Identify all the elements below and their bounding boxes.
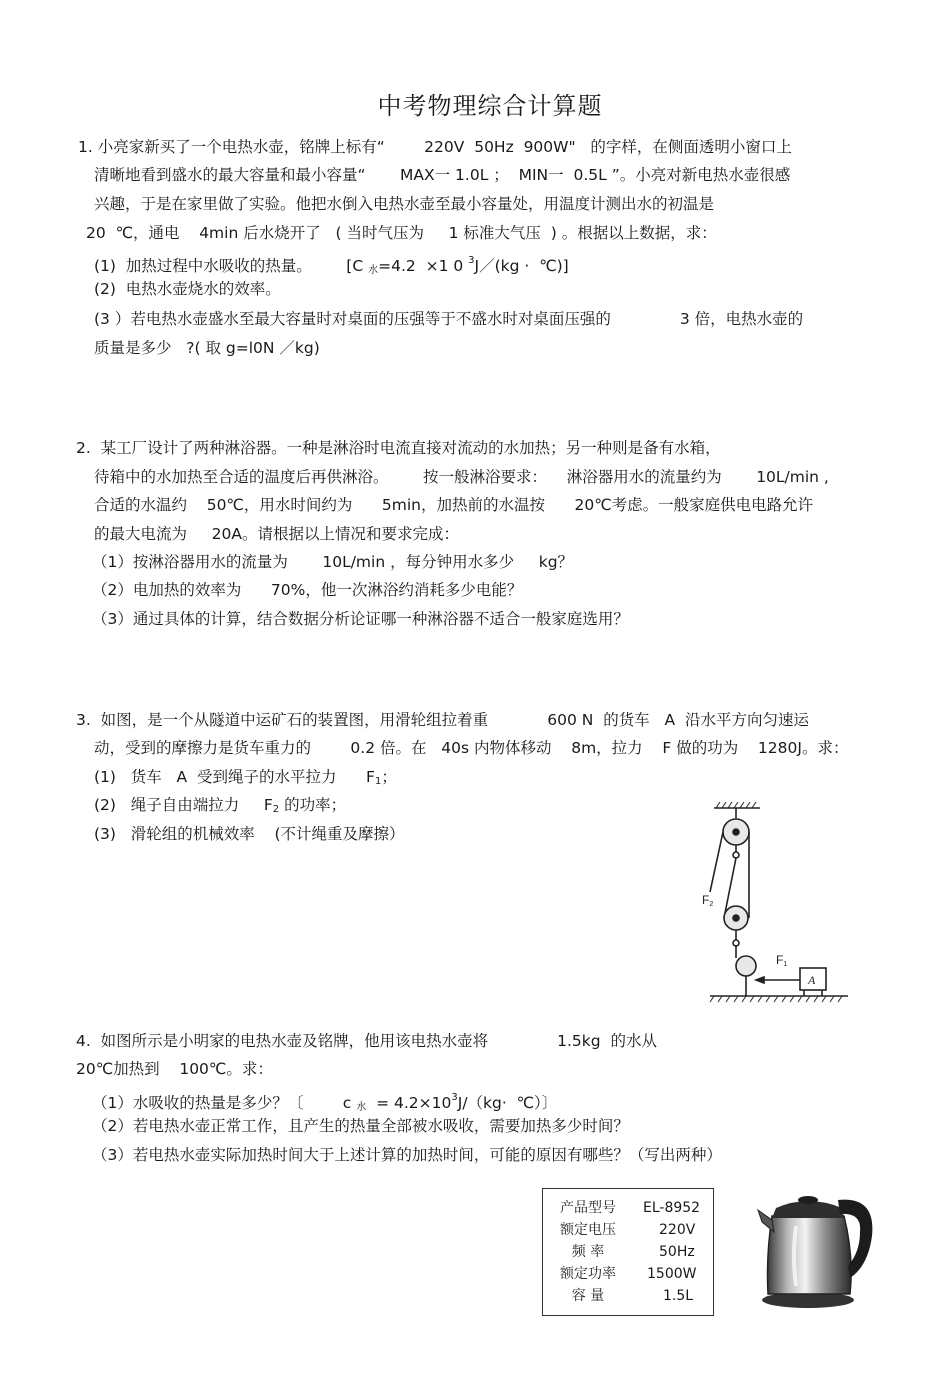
q2-line-1: 2. 某工厂设计了两种淋浴器。一种是淋浴时电流直接对流动的水加热；另一种则是备有水箱， — [76, 439, 721, 457]
cart-label: A — [808, 973, 816, 987]
q1-sub-3: (3 ）若电热水壶盛水至最大容量时对桌面的压强等于不盛水时对桌面压强的 3 倍，电热水壶的 — [94, 310, 804, 328]
q3-sub-1: (1) 货车 A 受到绳子的水平拉力 F1； — [94, 768, 397, 787]
nameplate-label: 频 率 — [571, 1244, 605, 1260]
rope-free-end — [710, 832, 723, 892]
f1-label: F1 — [776, 953, 788, 968]
q2-line-2: 待箱中的水加热至合适的温度后再供淋浴。 按一般淋浴要求： 淋浴器用水的流量约为 10L/min , — [94, 468, 829, 486]
q1-line-2: 清晰地看到盛水的最大容量和最小容量“ MAX一 1.0L ； MIN一 0.5L ”。小亮对新电热水壶很感 — [94, 166, 791, 184]
f2-label: F2 — [702, 893, 714, 908]
nameplate-value: 1500W — [647, 1266, 697, 1282]
q4-sub-2: （2）若电热水壶正常工作，且产生的热量全部被水吸收，需要加热多少时间？ — [92, 1117, 629, 1135]
q3-sub-3: (3) 滑轮组的机械效率 (不计绳重及摩擦） — [94, 825, 405, 843]
ground-pulley — [736, 956, 756, 976]
q2-line-3: 合适的水温约 50℃，用水时间约为 5min，加热前的水温按 20℃考虑。一般家庭供电电路允许 — [94, 496, 814, 514]
nameplate-label: 额定功率 — [560, 1266, 616, 1282]
pulley-system-figure — [700, 800, 850, 1010]
nameplate-value: 50Hz — [659, 1244, 695, 1260]
nameplate-label: 产品型号 — [560, 1200, 616, 1216]
q2-sub-3: （3）通过具体的计算，结合数据分析论证哪一种淋浴器不适合一般家庭选用？ — [92, 610, 629, 628]
q3-sub-2: (2) 绳子自由端拉力 F2 的功率； — [94, 796, 347, 815]
nameplate-value: 1.5L — [663, 1288, 694, 1304]
f1-arrow — [756, 977, 764, 983]
q4-line-1: 4. 如图所示是小明家的电热水壶及铭牌，他用该电热水壶将 1.5kg 的水从 — [76, 1032, 657, 1050]
nameplate-value: EL-8952 — [643, 1200, 701, 1216]
q2-sub-1: （1）按淋浴器用水的流量为 10L/min ，每分钟用水多少 kg？ — [92, 553, 574, 571]
q1-sub-2: (2) 电热水壶烧水的效率。 — [94, 280, 281, 298]
q1-line-4: 20 ℃，通电 4min 后水烧开了 ( 当时气压为 1 标准大气压 ) 。根据以上数据，求： — [86, 224, 717, 242]
nameplate-label: 容 量 — [571, 1288, 605, 1304]
q1-line-1: 1. 小亮家新买了一个电热水壶，铭牌上标有“ 220V 50Hz 900W" 的字样，在侧面透明小窗口上 — [78, 138, 792, 156]
ground-hatch — [710, 996, 842, 1002]
ceiling-hatch — [716, 802, 756, 808]
q2-sub-2: （2）电加热的效率为 70%，他一次淋浴约消耗多少电能？ — [92, 581, 523, 599]
electric-kettle-image — [752, 1186, 882, 1311]
nameplate-label: 额定电压 — [560, 1222, 616, 1238]
q1-sub-1: (1) 加热过程中水吸收的热量。 [C 水=4.2 ×1 0 $^3$J／(kg · ℃)] — [94, 255, 569, 276]
kettle-nameplate — [542, 1188, 714, 1316]
q3-line-2: 动，受到的摩擦力是货车重力的 0.2 倍。在 40s 内物体移动 8m，拉力 F 做的功为 1280J。求： — [94, 739, 849, 757]
q1-sub-3-cont: 质量是多少 ?( 取 g=l0N ／kg) — [94, 339, 320, 357]
q4-line-2: 20℃加热到 100℃。求： — [76, 1060, 273, 1078]
nameplate-value: 220V — [659, 1222, 696, 1238]
q3-line-1: 3. 如图，是一个从隧道中运矿石的装置图，用滑轮组拉着重 600 N 的货车 A 沿水平方向匀速运 — [76, 711, 809, 729]
q1-line-3: 兴趣，于是在家里做了实验。他把水倒入电热水壶至最小容量处，用温度计测出水的初温是 — [94, 195, 715, 213]
q4-sub-3: （3）若电热水壶实际加热时间大于上述计算的加热时间，可能的原因有哪些？（写出两种） — [92, 1146, 722, 1164]
page-title: 中考物理综合计算题 — [377, 92, 603, 120]
q4-sub-1: （1）水吸收的热量是多少？〔 c 水 = $4.2\times 10^3J/(kg\cdot$ ℃）〕 — [92, 1092, 558, 1113]
q2-line-4: 的最大电流为 20A。请根据以上情况和要求完成： — [94, 525, 459, 543]
